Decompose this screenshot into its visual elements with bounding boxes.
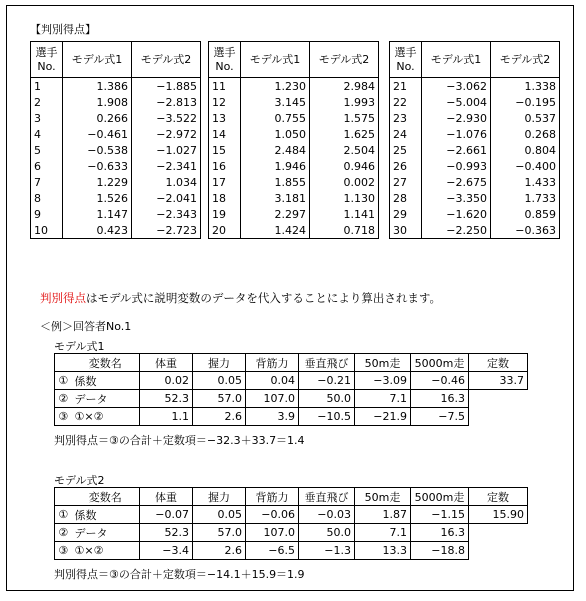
model1-score: 2.297 [241, 206, 310, 222]
column-header: 50m走 [355, 354, 411, 372]
model1-score: −0.461 [63, 126, 132, 142]
model1-score: 1.386 [63, 78, 132, 95]
row-value: −3.4 [140, 542, 193, 560]
row-value: 2.6 [193, 408, 246, 426]
row-value: 2.6 [193, 542, 246, 560]
column-header: 垂直飛び [299, 354, 355, 372]
table-row [209, 126, 379, 142]
row-name: ①×② [72, 542, 140, 560]
player-number: 8 [31, 190, 63, 206]
row-mark: ① [55, 506, 72, 524]
player-number: 17 [209, 174, 241, 190]
model1-score: 2.484 [241, 142, 310, 158]
player-header: 選手 No. [209, 42, 241, 78]
formula-text: 判別得点＝③の合計＋定数項＝−32.3＋33.7＝1.4 [54, 434, 305, 447]
table-row [209, 206, 379, 222]
header-row [55, 354, 528, 372]
row-mark: ② [55, 390, 72, 408]
player-number: 12 [209, 94, 241, 110]
model2-score: 1.433 [491, 174, 560, 190]
table-row [31, 190, 201, 206]
score-table-1 [30, 41, 201, 239]
model2-score: 0.718 [310, 222, 379, 239]
row-value: 50.0 [299, 390, 355, 408]
table-row [390, 190, 560, 206]
model2-score: 1.733 [491, 190, 560, 206]
player-number: 11 [209, 78, 241, 95]
player-number: 5 [31, 142, 63, 158]
player-number: 10 [31, 222, 63, 239]
model1-score: 3.181 [241, 190, 310, 206]
table-row [31, 94, 201, 110]
column-header: 5000m走 [411, 488, 469, 506]
row-value: −18.8 [411, 542, 469, 560]
row-value: 3.9 [246, 408, 299, 426]
row-value: −0.07 [140, 506, 193, 524]
row-value: −0.21 [299, 372, 355, 390]
model1-score: 1.147 [63, 206, 132, 222]
row-value: 7.1 [355, 524, 411, 542]
mark-header [55, 488, 72, 506]
player-number: 15 [209, 142, 241, 158]
row-value: −0.46 [411, 372, 469, 390]
model1-score: 1.855 [241, 174, 310, 190]
model-table-1 [54, 353, 528, 426]
table-row [31, 142, 201, 158]
table-row [31, 78, 201, 95]
note-rest: はモデル式に説明変数のデータを代入することにより算出されます。 [86, 291, 442, 305]
table-row [31, 206, 201, 222]
model1-header: モデル式1 [63, 42, 132, 78]
player-number: 28 [390, 190, 422, 206]
model2-score: 1.993 [310, 94, 379, 110]
row-name: 係数 [72, 372, 140, 390]
player-header: 選手 No. [31, 42, 63, 78]
model2-score: −1.027 [132, 142, 201, 158]
empty-cell [469, 524, 528, 542]
player-number: 29 [390, 206, 422, 222]
player-number: 3 [31, 110, 63, 126]
player-number: 9 [31, 206, 63, 222]
row-mark: ③ [55, 542, 72, 560]
row-value: −0.06 [246, 506, 299, 524]
row-mark: ② [55, 524, 72, 542]
row-mark: ③ [55, 408, 72, 426]
player-number: 1 [31, 78, 63, 95]
model2-score: 1.338 [491, 78, 560, 95]
player-number: 23 [390, 110, 422, 126]
row-value: −6.5 [246, 542, 299, 560]
model1-header: モデル式1 [422, 42, 491, 78]
player-number: 27 [390, 174, 422, 190]
model2-score: 0.804 [491, 142, 560, 158]
empty-cell [469, 408, 528, 426]
player-number: 7 [31, 174, 63, 190]
table-row [55, 524, 528, 542]
table-row [31, 126, 201, 142]
row-value: 0.05 [193, 372, 246, 390]
table-row [31, 158, 201, 174]
table-row [390, 206, 560, 222]
player-number: 18 [209, 190, 241, 206]
table-row [390, 222, 560, 239]
model2-score: 0.268 [491, 126, 560, 142]
model2-score: −0.195 [491, 94, 560, 110]
column-header: 垂直飛び [299, 488, 355, 506]
column-header: 定数 [469, 488, 528, 506]
row-value: 52.3 [140, 390, 193, 408]
column-header: 変数名 [72, 354, 140, 372]
model-table-2 [54, 487, 528, 560]
row-value: −0.03 [299, 506, 355, 524]
table-row [55, 390, 528, 408]
row-value: −10.5 [299, 408, 355, 426]
example-label: ＜例＞回答者No.1 [40, 320, 132, 333]
table-row [209, 142, 379, 158]
row-value: −3.09 [355, 372, 411, 390]
table-row [390, 142, 560, 158]
player-number: 30 [390, 222, 422, 239]
empty-cell [469, 390, 528, 408]
table-row [209, 110, 379, 126]
model2-score: −2.041 [132, 190, 201, 206]
player-number: 20 [209, 222, 241, 239]
model1-score: −3.350 [422, 190, 491, 206]
table-row [390, 126, 560, 142]
model1-score: −1.620 [422, 206, 491, 222]
model1-score: −5.004 [422, 94, 491, 110]
constant-value: 15.90 [469, 506, 528, 524]
row-value: 1.87 [355, 506, 411, 524]
row-value: 107.0 [246, 524, 299, 542]
row-value: 16.3 [411, 524, 469, 542]
model2-score: −2.341 [132, 158, 201, 174]
model1-score: −3.062 [422, 78, 491, 95]
model1-score: −0.993 [422, 158, 491, 174]
row-value: −21.9 [355, 408, 411, 426]
model1-score: 1.229 [63, 174, 132, 190]
model1-score: 1.230 [241, 78, 310, 95]
table-row [55, 542, 528, 560]
model2-header: モデル式2 [132, 42, 201, 78]
table-row [209, 78, 379, 95]
model1-score: −2.250 [422, 222, 491, 239]
row-value: 0.04 [246, 372, 299, 390]
model1-score: −2.675 [422, 174, 491, 190]
row-value: 13.3 [355, 542, 411, 560]
model2-score: 1.034 [132, 174, 201, 190]
table-row [209, 158, 379, 174]
model2-score: 2.984 [310, 78, 379, 95]
table-row [55, 506, 528, 524]
model-title: モデル式1 [54, 340, 105, 353]
model-title: モデル式2 [54, 474, 105, 487]
model1-score: 3.145 [241, 94, 310, 110]
model2-score: −2.723 [132, 222, 201, 239]
player-number: 22 [390, 94, 422, 110]
row-value: 0.05 [193, 506, 246, 524]
table-row [209, 190, 379, 206]
player-number: 16 [209, 158, 241, 174]
section-title: 【判別得点】 [30, 23, 96, 36]
player-number: 13 [209, 110, 241, 126]
table-row [209, 222, 379, 239]
player-number: 21 [390, 78, 422, 95]
column-header: 体重 [140, 488, 193, 506]
column-header: 5000m走 [411, 354, 469, 372]
model1-score: 1.050 [241, 126, 310, 142]
column-header: 50m走 [355, 488, 411, 506]
row-name: ①×② [72, 408, 140, 426]
table-row [390, 78, 560, 95]
model2-score: 2.504 [310, 142, 379, 158]
model1-score: −2.930 [422, 110, 491, 126]
model2-score: −3.522 [132, 110, 201, 126]
column-header: 背筋力 [246, 488, 299, 506]
model1-score: 0.423 [63, 222, 132, 239]
model1-score: 0.755 [241, 110, 310, 126]
model1-score: −2.661 [422, 142, 491, 158]
model2-score: −2.343 [132, 206, 201, 222]
player-number: 25 [390, 142, 422, 158]
table-row [390, 110, 560, 126]
player-number: 19 [209, 206, 241, 222]
model1-score: −0.633 [63, 158, 132, 174]
model2-header: モデル式2 [491, 42, 560, 78]
row-value: 57.0 [193, 524, 246, 542]
player-header: 選手 No. [390, 42, 422, 78]
player-number: 2 [31, 94, 63, 110]
model2-score: −2.813 [132, 94, 201, 110]
row-value: 57.0 [193, 390, 246, 408]
row-value: −1.15 [411, 506, 469, 524]
model2-score: −2.972 [132, 126, 201, 142]
row-value: 1.1 [140, 408, 193, 426]
player-number: 26 [390, 158, 422, 174]
table-row [390, 174, 560, 190]
row-value: −1.3 [299, 542, 355, 560]
note-highlight: 判別得点 [40, 291, 86, 305]
player-number: 24 [390, 126, 422, 142]
column-header: 握力 [193, 354, 246, 372]
model1-score: −0.538 [63, 142, 132, 158]
row-value: 16.3 [411, 390, 469, 408]
model2-score: 0.002 [310, 174, 379, 190]
note-text [40, 290, 441, 306]
header-row [55, 488, 528, 506]
model2-score: 0.946 [310, 158, 379, 174]
model2-header: モデル式2 [310, 42, 379, 78]
column-header: 体重 [140, 354, 193, 372]
table-row [55, 408, 528, 426]
model2-score: −0.400 [491, 158, 560, 174]
score-table-3 [389, 41, 560, 239]
model1-score: 1.424 [241, 222, 310, 239]
player-number: 14 [209, 126, 241, 142]
row-value: −7.5 [411, 408, 469, 426]
model1-score: 1.946 [241, 158, 310, 174]
table-row [209, 174, 379, 190]
table-row [390, 158, 560, 174]
model2-score: 0.537 [491, 110, 560, 126]
constant-value: 33.7 [469, 372, 528, 390]
model2-score: 1.130 [310, 190, 379, 206]
model2-score: −0.363 [491, 222, 560, 239]
row-value: 7.1 [355, 390, 411, 408]
row-value: 107.0 [246, 390, 299, 408]
table-row [390, 94, 560, 110]
player-number: 6 [31, 158, 63, 174]
model2-score: 0.859 [491, 206, 560, 222]
model2-score: −1.885 [132, 78, 201, 95]
table-row [55, 372, 528, 390]
score-table-2 [208, 41, 379, 239]
mark-header [55, 354, 72, 372]
row-value: 52.3 [140, 524, 193, 542]
table-row [31, 174, 201, 190]
column-header: 変数名 [72, 488, 140, 506]
empty-cell [469, 542, 528, 560]
model2-score: 1.575 [310, 110, 379, 126]
row-mark: ① [55, 372, 72, 390]
table-row [31, 110, 201, 126]
model1-score: −1.076 [422, 126, 491, 142]
row-name: データ [72, 524, 140, 542]
row-name: データ [72, 390, 140, 408]
column-header: 握力 [193, 488, 246, 506]
row-value: 0.02 [140, 372, 193, 390]
model2-score: 1.625 [310, 126, 379, 142]
column-header: 定数 [469, 354, 528, 372]
player-number: 4 [31, 126, 63, 142]
row-name: 係数 [72, 506, 140, 524]
model1-score: 0.266 [63, 110, 132, 126]
model1-score: 1.908 [63, 94, 132, 110]
formula-text: 判別得点＝③の合計＋定数項＝−14.1＋15.9＝1.9 [54, 568, 305, 581]
model1-score: 1.526 [63, 190, 132, 206]
table-row [31, 222, 201, 239]
model1-header: モデル式1 [241, 42, 310, 78]
row-value: 50.0 [299, 524, 355, 542]
model2-score: 1.141 [310, 206, 379, 222]
table-row [209, 94, 379, 110]
column-header: 背筋力 [246, 354, 299, 372]
